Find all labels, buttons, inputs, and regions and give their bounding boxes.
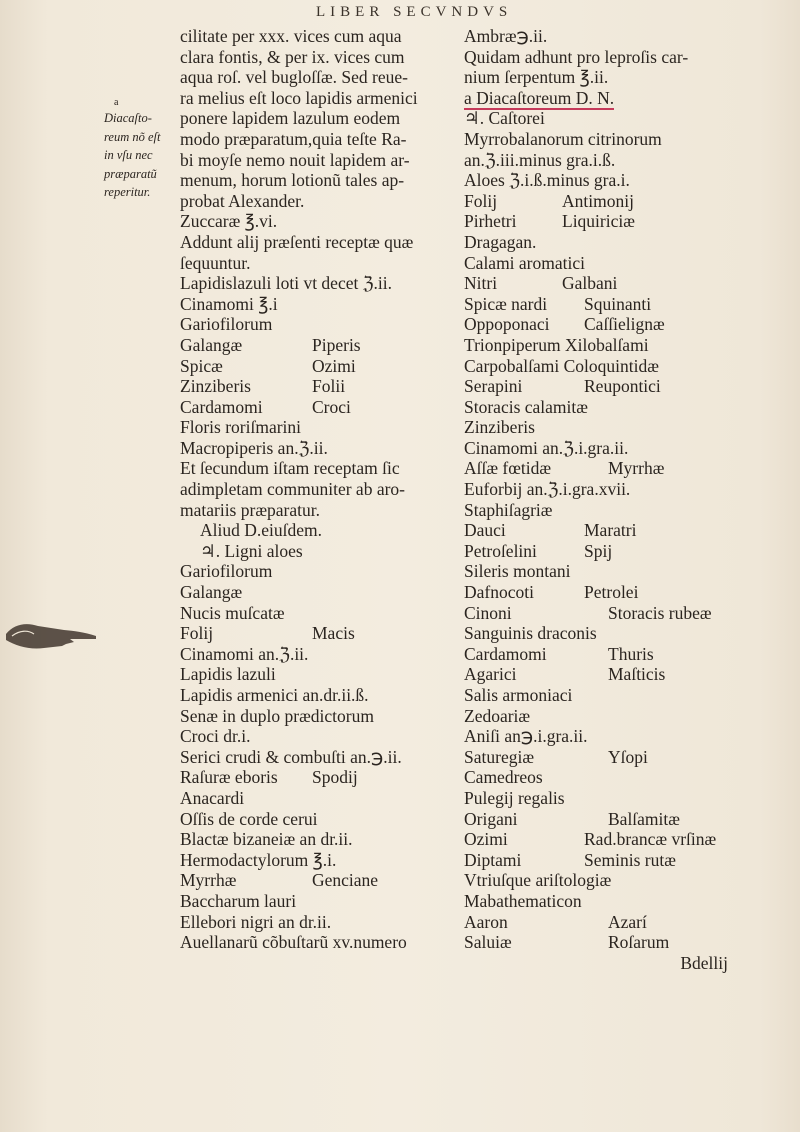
ingredient-right: Ozimi: [312, 355, 356, 376]
ingredient-left: Nitri: [464, 273, 498, 294]
text-line: [464, 870, 798, 891]
ingredient-right: Spodij: [312, 767, 358, 788]
line-text: Senæ in duplo prædictorum: [180, 705, 374, 726]
text-line: [464, 664, 798, 685]
ingredient-right: Seminis rutæ: [584, 849, 676, 870]
ingredient-left: Petroſelini: [464, 540, 537, 561]
text-line: [180, 232, 460, 253]
line-text: Aliud D.eiuſdem.: [200, 520, 322, 541]
text-line: [180, 191, 460, 212]
text-line: [180, 479, 460, 500]
text-line: [464, 314, 798, 335]
text-line: [180, 150, 460, 171]
text-line: [180, 685, 460, 706]
text-line: [464, 747, 798, 768]
ingredient-right: Roſarum: [608, 932, 670, 953]
line-text: Dragagan.: [464, 231, 537, 252]
ingredient-left: Zinziberis: [180, 376, 251, 397]
ingredient-right: Maſticis: [608, 664, 666, 685]
text-line: [180, 397, 460, 418]
text-line: [180, 747, 460, 768]
ingredient-left: Cinoni: [464, 602, 512, 623]
line-text: Zedoariæ: [464, 705, 531, 726]
ingredient-left: Aaron: [464, 911, 508, 932]
text-line: [180, 108, 460, 129]
ingredient-right: Folii: [312, 376, 346, 397]
ingredient-right: Antimonij: [562, 190, 634, 211]
text-line: [464, 561, 798, 582]
text-line: [464, 685, 798, 706]
text-line: [180, 561, 460, 582]
line-text: Euforbij an.ℨ.i.gra.xvii.: [464, 479, 631, 500]
text-line: [464, 150, 798, 171]
line-text: Salis armoniaci: [464, 685, 573, 705]
margin-note-line: Diacaſto-: [104, 111, 152, 125]
line-text: Vtriuſque ariſtologiæ: [464, 870, 612, 891]
line-text: Zuccaræ ℥.vi.: [180, 211, 278, 232]
text-line: [464, 932, 798, 953]
ingredient-right: Liquiriciæ: [562, 211, 635, 232]
line-text: Staphiſagriæ: [464, 499, 553, 520]
margin-note-line: reperitur.: [104, 185, 151, 199]
ingredient-right: Galbani: [562, 273, 618, 294]
ingredient-left: Dafnocoti: [464, 582, 534, 603]
ingredient-right: Storacis rubeæ: [608, 602, 712, 623]
ingredient-right: Macis: [312, 623, 355, 644]
text-line: [464, 129, 798, 150]
line-text: Nucis muſcatæ: [180, 602, 285, 623]
line-text: Auellanarũ cõbuſtarũ xv.numero: [180, 932, 407, 953]
line-text: Camedreos: [464, 767, 543, 788]
text-line: [464, 253, 798, 274]
line-text: Lapidislazuli loti vt decet ℨ.ii.: [180, 273, 392, 294]
ingredient-left: Aſſæ fœtidæ: [464, 458, 552, 479]
line-text: Storacis calamitæ: [464, 396, 588, 417]
text-line: [180, 170, 460, 191]
line-text: probat Alexander.: [180, 190, 305, 211]
line-text: modo præparatum,quia teſte Ra-: [180, 128, 407, 149]
line-text: aqua roſ. vel bugloſſæ. Sed reue-: [180, 67, 408, 88]
line-text: Ambræ℈.ii.: [464, 26, 548, 46]
line-text: Trionpiperum Xilobalſami: [464, 334, 649, 355]
text-line: [464, 603, 798, 624]
line-text: Blactæ bizaneiæ an dr.ii.: [180, 829, 353, 850]
margin-note-line: reum nõ eſt: [104, 129, 161, 144]
ingredient-right: Croci: [312, 396, 351, 417]
text-line: [464, 767, 798, 788]
ingredient-right: Reupontici: [584, 376, 661, 397]
line-text: Carpobalſami Coloquintidæ: [464, 355, 659, 376]
text-line: [464, 541, 798, 562]
text-line: [180, 623, 460, 644]
running-header: LIBER SECVNDVS: [316, 4, 513, 20]
text-line: [464, 232, 798, 253]
line-text: bi moyſe nemo nouit lapidem ar-: [180, 149, 410, 170]
ingredient-right: Spij: [584, 540, 613, 561]
text-line: [180, 726, 460, 747]
text-line: [180, 644, 460, 665]
text-line: [464, 644, 798, 665]
text-line: [180, 67, 460, 88]
text-line: [464, 829, 798, 850]
line-text: an.ℨ.iii.minus gra.i.ß.: [464, 149, 616, 170]
ingredient-right: Thuris: [608, 643, 654, 664]
margin-note-line: in vſu nec: [104, 148, 153, 162]
ingredient-left: Cardamomi: [180, 396, 263, 417]
ingredient-left: Serapini: [464, 376, 523, 397]
text-line: [464, 479, 798, 500]
ingredient-right: Myrrhæ: [608, 458, 665, 479]
line-text: Quidam adhunt pro leproſis car-: [464, 46, 689, 67]
manicule-pointing-hand-icon: [4, 612, 100, 652]
text-line: [180, 438, 460, 459]
text-line: [464, 294, 798, 315]
text-line: [464, 211, 798, 232]
line-text: Gariofilorum: [180, 561, 273, 582]
text-line: [180, 88, 460, 109]
text-line: [464, 335, 798, 356]
text-line: [464, 726, 798, 747]
line-text: ponere lapidem lazulum eodem: [180, 108, 401, 129]
ingredient-left: Myrrhæ: [180, 870, 237, 891]
text-line: [180, 356, 460, 377]
ingredient-right: Genciane: [312, 870, 379, 891]
line-text: Pulegij regalis: [464, 787, 565, 808]
ingredient-left: Agarici: [464, 664, 517, 685]
text-line: [180, 253, 460, 274]
margin-note-marker: a: [114, 97, 119, 108]
text-line: [464, 438, 798, 459]
ingredient-left: Ozimi: [464, 829, 508, 850]
line-text: menum, horum lotionũ tales ap-: [180, 170, 405, 191]
line-text: cilitate per xxx. vices cum aqua: [180, 26, 402, 46]
ingredient-left: Dauci: [464, 520, 506, 541]
text-line: [180, 912, 460, 933]
line-text: Galangæ: [180, 582, 243, 603]
text-line: [464, 397, 798, 418]
text-line: [180, 932, 460, 953]
text-line: [464, 47, 798, 68]
line-text: Baccharum lauri: [180, 890, 297, 911]
text-line: [180, 767, 460, 788]
ingredient-right: Caſſielignæ: [584, 314, 665, 335]
line-text: ſequuntur.: [180, 252, 251, 273]
line-text: Oſſis de corde cerui: [180, 808, 318, 829]
ingredient-left: Folij: [464, 190, 498, 211]
text-line: [464, 500, 798, 521]
line-text: ♃. Ligni aloes: [200, 540, 303, 561]
line-text: Cinamomi ℥.i: [180, 293, 278, 314]
text-line: [464, 458, 798, 479]
ingredient-left: Oppoponaci: [464, 314, 550, 335]
line-text: a Diacaſtoreum D. N.: [464, 87, 615, 108]
text-line: [464, 850, 798, 871]
line-text: ra melius eſt loco lapidis armenici: [180, 87, 418, 108]
text-line: [180, 603, 460, 624]
ingredient-right: Petrolei: [584, 582, 639, 603]
text-line: [464, 809, 798, 830]
line-text: adimpletam communiter ab aro-: [180, 479, 405, 500]
ingredient-right: Maratri: [584, 520, 637, 541]
text-line: [180, 335, 460, 356]
text-line: [180, 211, 460, 232]
line-text: Serici crudi & combuſti an.℈.ii.: [180, 746, 402, 767]
line-text: Croci dr.i.: [180, 726, 251, 747]
text-line: [180, 706, 460, 727]
ingredient-right: Yſopi: [608, 746, 648, 767]
line-text: matariis præparatur.: [180, 499, 320, 520]
ingredient-right: Azarí: [608, 911, 647, 932]
text-line: [464, 170, 798, 191]
text-line: [180, 273, 460, 294]
margin-note-line: præparatũ: [104, 166, 157, 181]
text-line: [464, 520, 798, 541]
line-text: Aniſi an℈.i.gra.ii.: [464, 726, 588, 747]
text-line: [180, 541, 460, 562]
line-text: Anacardi: [180, 787, 245, 808]
text-line: [464, 788, 798, 809]
text-line: [464, 706, 798, 727]
text-line: [464, 88, 798, 109]
line-text: Zinziberis: [464, 417, 535, 438]
line-text: ♃. Caſtorei: [464, 108, 545, 129]
ingredient-right: Piperis: [312, 334, 361, 355]
ingredient-left: Spicæ: [180, 355, 223, 376]
text-line: [180, 376, 460, 397]
line-text: Ellebori nigri an dr.ii.: [180, 911, 332, 932]
text-line: [180, 870, 460, 891]
text-line: [180, 47, 460, 68]
line-text: Lapidis armenici an.dr.ii.ß.: [180, 685, 369, 705]
ingredient-left: Raſuræ eboris: [180, 767, 278, 788]
text-line: [464, 891, 798, 912]
line-text: Myrrobalanorum citrinorum: [464, 128, 662, 149]
text-line: [464, 953, 798, 974]
ingredient-left: Pirhetri: [464, 211, 517, 232]
line-text: Macropiperis an.ℨ.ii.: [180, 437, 328, 458]
line-text: Cinamomi an.ℨ.ii.: [180, 643, 309, 664]
line-text: Lapidis lazuli: [180, 664, 276, 685]
text-line: [180, 458, 460, 479]
text-line: [464, 376, 798, 397]
text-line: [180, 129, 460, 150]
text-line: [180, 664, 460, 685]
line-text: Hermodactylorum ℥.i.: [180, 849, 337, 870]
ingredient-left: Folij: [180, 623, 214, 644]
ingredient-left: Origani: [464, 808, 518, 829]
ingredient-right: Balſamitæ: [608, 808, 680, 829]
text-line: [180, 314, 460, 335]
line-text: Bdellij: [680, 952, 728, 973]
text-line: [464, 67, 798, 88]
ingredient-left: Diptami: [464, 849, 522, 870]
text-line: [180, 850, 460, 871]
ingredient-left: Galangæ: [180, 334, 243, 355]
text-line: [464, 191, 798, 212]
text-line: [180, 520, 460, 541]
text-line: [464, 582, 798, 603]
line-text: Gariofilorum: [180, 314, 273, 335]
text-line: [180, 582, 460, 603]
ingredient-left: Saluiæ: [464, 932, 512, 953]
line-text: clara fontis, & per ix. vices cum: [180, 46, 405, 67]
line-text: Calami aromatici: [464, 252, 585, 273]
left-text-column: [180, 26, 460, 953]
line-text: Cinamomi an.ℨ.i.gra.ii.: [464, 437, 629, 458]
text-line: [464, 356, 798, 377]
line-text: Et ſecundum iſtam receptam ſic: [180, 458, 400, 479]
line-text: Addunt alij præſenti receptæ quæ: [180, 231, 414, 252]
line-text: Aloes ℨ.i.ß.minus gra.i.: [464, 170, 630, 191]
line-text: Sanguinis draconis: [464, 623, 597, 644]
text-line: [180, 417, 460, 438]
text-line: [180, 788, 460, 809]
ingredient-left: Spicæ nardi: [464, 293, 548, 314]
text-line: [464, 108, 798, 129]
text-line: [464, 417, 798, 438]
line-text: nium ſerpentum ℥.ii.: [464, 67, 609, 88]
text-line: [180, 829, 460, 850]
line-text: Sileris montani: [464, 561, 571, 582]
text-line: [464, 273, 798, 294]
text-line: [464, 623, 798, 644]
text-line: [180, 809, 460, 830]
ingredient-right: Squinanti: [584, 293, 652, 314]
line-text: Floris roriſmarini: [180, 417, 302, 438]
margin-note: [104, 97, 180, 202]
text-line: [180, 294, 460, 315]
text-line: [180, 500, 460, 521]
line-text: Mabathematicon: [464, 890, 582, 911]
text-line: [464, 26, 798, 47]
right-text-column: [464, 26, 798, 973]
text-line: [180, 26, 460, 47]
ingredient-left: Saturegiæ: [464, 746, 534, 767]
text-line: [180, 891, 460, 912]
ingredient-right: Rad.brancæ vrſinæ: [584, 829, 717, 850]
text-line: [464, 912, 798, 933]
ingredient-left: Cardamomi: [464, 643, 547, 664]
